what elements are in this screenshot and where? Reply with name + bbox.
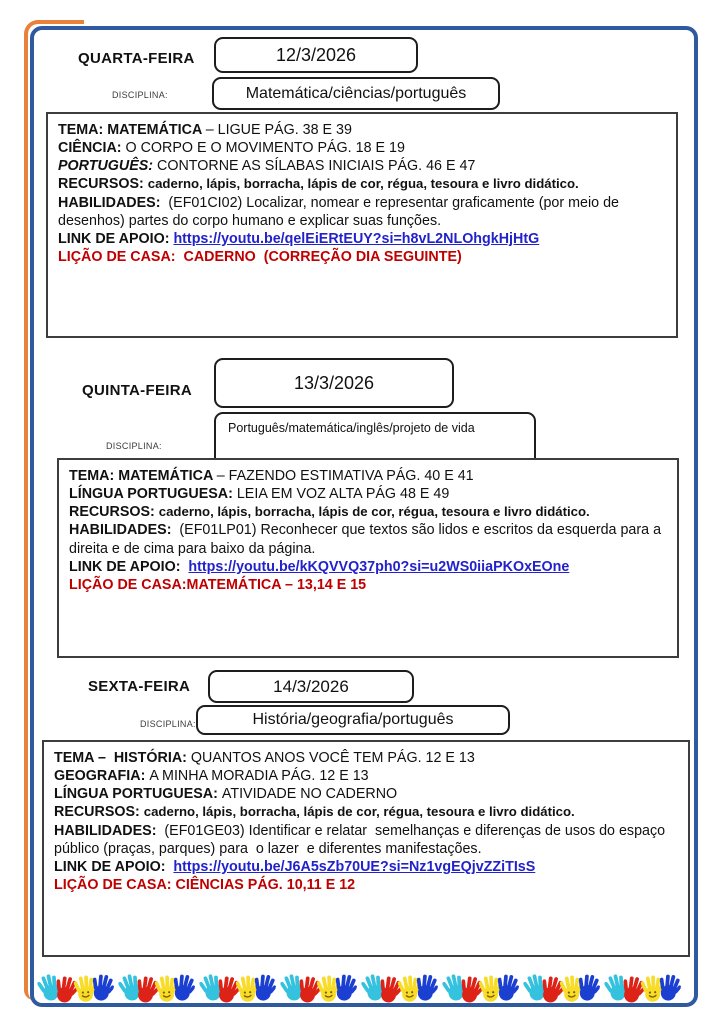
content-line: [69, 485, 667, 503]
content-text-segment: RECURSOS:: [58, 176, 148, 193]
content-text-segment: TEMA: MATEMÁTICA: [69, 468, 217, 484]
hands-border-decoration: [50, 964, 672, 1000]
content-text-segment: RECURSOS:: [54, 804, 144, 821]
hand-print-group: [528, 970, 600, 1000]
content-text-segment: – FAZENDO ESTIMATIVA PÁG. 40 E 41: [216, 468, 474, 484]
content-text-segment: TEMA – HISTÓRIA:: [54, 750, 191, 766]
date-value: 14/3/2026: [273, 676, 349, 696]
content-line: [69, 503, 667, 521]
content-line: [54, 858, 678, 876]
content-line: [58, 139, 666, 157]
content-line: [69, 576, 667, 594]
content-text-segment: TEMA: MATEMÁTICA: [58, 122, 206, 138]
hand-print-group: [609, 970, 681, 1000]
content-text-segment: (EF01LP01) Reconhecer que textos são lidos e escritos da esquerda para a direita e de cima para baixo da página.: [69, 522, 666, 557]
content-line: [58, 157, 666, 175]
content-text-segment: LIÇÃO DE CASA: CIÊNCIAS PÁG. 10,11 E 12: [54, 877, 356, 894]
date-value: 13/3/2026: [293, 372, 375, 393]
content-text-segment: LINK DE APOIO:: [58, 230, 174, 247]
discipline-field-quarta[interactable]: [212, 77, 500, 110]
content-line: [54, 767, 678, 785]
date-field-sexta[interactable]: [208, 670, 414, 703]
content-text-segment: caderno, lápis, borracha, lápis de cor, régua, tesoura e livro didático.: [147, 176, 579, 192]
content-text-segment: O CORPO E O MOVIMENTO PÁG. 18 E 19: [125, 140, 405, 157]
content-text-segment: LIÇÃO DE CASA: CADERNO (CORREÇÃO DIA SEGUINTE): [58, 249, 462, 266]
content-text-segment: LÍNGUA PORTUGUESA:: [69, 486, 237, 503]
content-line: [54, 876, 678, 894]
hand-print-group: [285, 970, 357, 1000]
content-text-segment: LINK DE APOIO:: [69, 558, 189, 575]
discipline-value: História/geografia/português: [252, 711, 454, 728]
hand-print-group: [447, 970, 519, 1000]
content-text-segment: LINK DE APOIO:: [54, 858, 174, 875]
content-line: [54, 785, 678, 803]
content-line: [54, 803, 678, 821]
content-text-segment: QUANTOS ANOS VOCÊ TEM PÁG. 12 E 13: [190, 750, 475, 766]
disciplina-label: DISCIPLINA:: [112, 90, 168, 100]
content-line: [58, 194, 666, 230]
content-line: [58, 230, 666, 248]
content-box-quarta: [46, 112, 678, 338]
day-label-sexta: SEXTA-FEIRA: [88, 678, 191, 695]
day-label-quinta: QUINTA-FEIRA: [82, 382, 192, 399]
date-field-quinta[interactable]: [214, 358, 454, 408]
date-value: 12/3/2026: [275, 44, 357, 65]
content-line: [54, 822, 678, 858]
content-line: [58, 175, 666, 193]
hand-print-group: [204, 970, 276, 1000]
date-field-quarta[interactable]: [214, 37, 418, 73]
disciplina-label: DISCIPLINA:: [106, 441, 162, 451]
content-line: [54, 749, 678, 767]
content-text-segment: LEIA EM VOZ ALTA PÁG 48 E 49: [236, 486, 450, 503]
content-text-segment: caderno, lápis, borracha, lápis de cor, régua, tesoura e livro didático.: [158, 504, 590, 520]
disciplina-label: DISCIPLINA:: [140, 719, 196, 729]
hand-print-group: [366, 970, 438, 1000]
content-text-segment: HABILIDADES:: [69, 522, 180, 539]
content-line: [69, 558, 667, 576]
content-text-segment: A MINHA MORADIA PÁG. 12 E 13: [149, 768, 369, 785]
content-text-segment: caderno, lápis, borracha, lápis de cor, régua, tesoura e livro didático.: [143, 804, 575, 820]
content-line: [69, 521, 667, 557]
content-text-segment: RECURSOS:: [69, 504, 159, 521]
discipline-value: Matemática/ciências/português: [245, 84, 467, 102]
hand-print-group: [123, 970, 195, 1000]
content-text-segment: CONTORNE AS SÍLABAS INICIAIS PÁG. 46 E 47: [157, 158, 476, 175]
support-link[interactable]: https://youtu.be/J6A5sZb70UE?si=Nz1vgEQjvZZiTIsS: [173, 858, 536, 875]
content-text-segment: PORTUGUÊS:: [58, 158, 158, 175]
support-link[interactable]: https://youtu.be/kKQVVQ37ph0?si=u2WS0iiaPKOxEOne: [188, 558, 570, 575]
support-link[interactable]: https://youtu.be/qelEiERtEUY?si=h8vL2NLOhgkHjHtG: [173, 230, 540, 247]
content-line: [69, 467, 667, 485]
content-text-segment: HABILIDADES:: [54, 822, 165, 839]
content-text-segment: (EF01GE03) Identificar e relatar semelhanças e diferenças de usos do espaço público (praças, parques) para o lazer e diferentes manifestações.: [54, 822, 670, 857]
content-text-segment: LÍNGUA PORTUGUESA:: [54, 786, 222, 803]
content-box-quinta: [57, 458, 679, 658]
content-text-segment: CIÊNCIA:: [58, 140, 126, 157]
discipline-field-sexta[interactable]: [196, 705, 510, 735]
content-text-segment: – LIGUE PÁG. 38 E 39: [205, 122, 352, 138]
discipline-value: Português/matemática/inglês/projeto de vida: [228, 421, 475, 435]
content-text-segment: GEOGRAFIA:: [54, 768, 150, 785]
content-line: [58, 121, 666, 139]
content-line: [58, 248, 666, 266]
hand-print-group: [42, 970, 114, 1000]
content-box-sexta: [42, 740, 690, 957]
content-text-segment: HABILIDADES:: [58, 194, 169, 211]
content-text-segment: LIÇÃO DE CASA:MATEMÁTICA – 13,14 E 15: [69, 576, 367, 593]
content-text-segment: (EF01CI02) Localizar, nomear e representar graficamente (por meio de desenhos) partes do corpo humano e explicar suas funções.: [58, 194, 623, 229]
day-label-quarta: QUARTA-FEIRA: [78, 50, 195, 67]
content-text-segment: ATIVIDADE NO CADERNO: [221, 786, 398, 803]
